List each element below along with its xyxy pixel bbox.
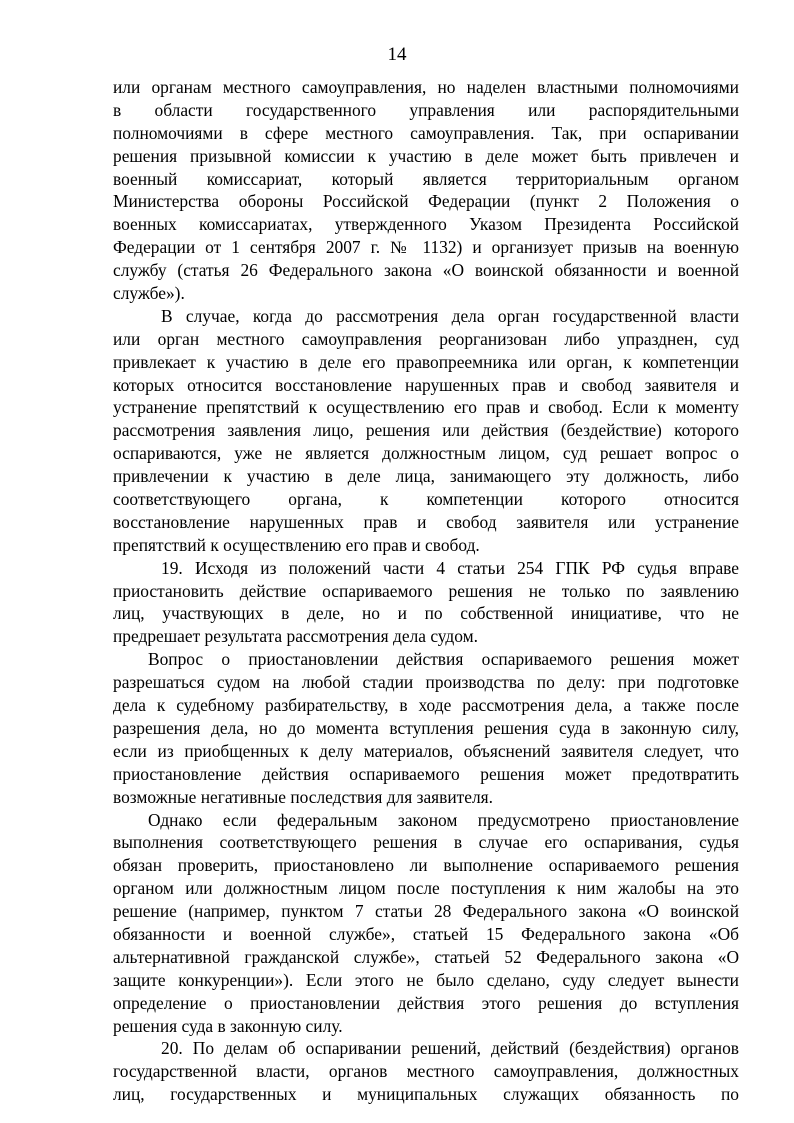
paragraph-suspension-question: [113, 648, 739, 808]
text-line: 20. По делам об оспаривании решений, действий (бездействия) органов: [161, 1038, 739, 1059]
text-line: лиц, государственных и муниципальных служащих обязанность по: [113, 1084, 739, 1105]
document-body: [113, 76, 739, 1106]
text-line: разрешаться судом на любой стадии производства по делу: при подготовке: [113, 672, 739, 693]
text-line: рассмотрения заявления лицо, решения или действия (бездействие) которого: [113, 420, 739, 441]
text-line: Федерации от 1 сентября 2007 г. № 1132) и организует призыв на военную: [113, 237, 739, 258]
text-line: Однако если федеральным законом предусмотрено приостановление: [148, 809, 739, 830]
text-line: военных комиссариатах, утвержденного Указом Президента Российской: [113, 214, 739, 235]
page-number: 14: [387, 44, 407, 65]
text-line: органом или должностным лицом после поступления к ним жалобы на это: [113, 878, 739, 899]
text-line: Вопрос о приостановлении действия оспариваемого решения может: [148, 649, 739, 670]
paragraph-reorganization: [113, 305, 739, 557]
text-line: обязан проверить, приостановлено ли выполнение оспариваемого решения: [113, 855, 739, 876]
paragraph-continuation: [113, 76, 739, 305]
text-line: альтернативной гражданской службе», статьей 52 Федерального закона «О: [113, 946, 739, 967]
text-line: соответствующего органа, к компетенции которого относится: [113, 489, 739, 510]
text-line: привлечении к участию в деле лица, занимающего эту должность, либо: [113, 466, 739, 487]
text-line: решение (например, пунктом 7 статьи 28 Федерального закона «О воинской: [113, 901, 739, 922]
text-line: Министерства обороны Российской Федерации (пункт 2 Положения о: [113, 191, 739, 212]
text-line: полномочиями в сфере местного самоуправления. Так, при оспаривании: [113, 122, 739, 143]
text-line: препятствий к осуществлению его прав и свобод.: [113, 534, 480, 555]
text-line: предрешает результата рассмотрения дела судом.: [113, 626, 478, 647]
text-line: обязанности и военной службе», статьей 15 Федерального закона «Об: [113, 923, 739, 944]
text-line: определение о приостановлении действия этого решения до вступления: [113, 992, 739, 1013]
text-line: службе»).: [113, 283, 185, 304]
text-line: 19. Исходя из положений части 4 статьи 254 ГПК РФ судья вправе: [161, 557, 739, 578]
text-line: оспариваются, уже не является должностным лицом, суд решает вопрос о: [113, 443, 739, 464]
paragraph-federal-law: [113, 809, 739, 1038]
text-line: разрешения дела, но до момента вступления решения суда в законную силу,: [113, 717, 739, 738]
text-line: лиц, участвующих в деле, но и по собственной инициативе, что не: [113, 603, 739, 624]
paragraph-item-19: [113, 557, 739, 649]
text-line: государственной власти, органов местного самоуправления, должностных: [113, 1061, 739, 1082]
text-line: выполнения соответствующего решения в случае его оспаривания, судья: [113, 832, 739, 853]
text-line: которых относится восстановление нарушенных прав и свобод заявителя и: [113, 374, 739, 395]
text-line: устранение препятствий к осуществлению его прав и свобод. Если к моменту: [113, 397, 739, 418]
text-line: решения суда в законную силу.: [113, 1015, 343, 1036]
text-line: привлекает к участию в деле его правопреемника или орган, к компетенции: [113, 351, 739, 372]
text-line: в области государственного управления или распорядительными: [113, 99, 739, 120]
text-line: или орган местного самоуправления реорганизован либо упразднен, суд: [113, 328, 739, 349]
text-line: восстановление нарушенных прав и свобод заявителя или устранение: [113, 511, 739, 532]
text-line: возможные негативные последствия для заявителя.: [113, 786, 494, 807]
text-line: решения призывной комиссии к участию в деле может быть привлечен и: [113, 145, 739, 166]
text-line: В случае, когда до рассмотрения дела орган государственной власти: [161, 305, 739, 326]
text-line: или органам местного самоуправления, но наделен властными полномочиями: [113, 77, 739, 97]
text-line: защите конкуренции»). Если этого не было сделано, суду следует вынести: [113, 969, 739, 990]
text-line: если из приобщенных к делу материалов, объяснений заявителя следует, что: [113, 740, 739, 761]
text-line: службу (статья 26 Федерального закона «О воинской обязанности и военной: [113, 260, 739, 281]
text-line: приостановить действие оспариваемого решения не только по заявлению: [113, 580, 739, 601]
text-line: дела к судебному разбирательству, в ходе рассмотрения дела, а также после: [113, 695, 739, 716]
text-line: военный комиссариат, который является территориальным органом: [113, 168, 739, 189]
text-line: приостановление действия оспариваемого решения может предотвратить: [113, 763, 739, 784]
paragraph-item-20: [113, 1037, 739, 1106]
